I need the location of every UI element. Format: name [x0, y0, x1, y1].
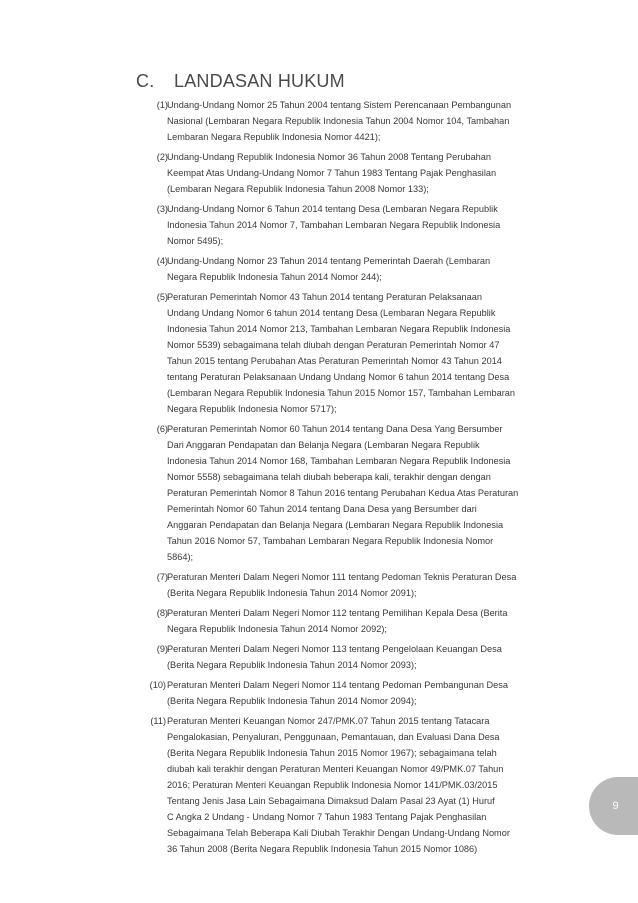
law-text	[167, 605, 557, 637]
page-number-badge	[589, 777, 638, 835]
law-text	[167, 149, 557, 197]
law-text-line: Peraturan Pemerintah Nomor 43 Tahun 2014 tentang Peraturan Pelaksanaan	[167, 292, 482, 302]
law-number: (2)	[156, 152, 168, 162]
law-text-line: (Lembaran Negara Republik Indonesia Tahun 2015 Nomor 157, Tambahan Lembaran	[167, 388, 515, 398]
law-text	[167, 641, 557, 673]
law-text-line: Peraturan Menteri Dalam Negeri Nomor 114 tentang Pedoman Pembangunan Desa	[167, 680, 508, 690]
law-number: (4)	[156, 256, 168, 266]
law-text-line: Indonesia Tahun 2014 Nomor 7, Tambahan Lembaran Negara Republik Indonesia	[167, 220, 501, 230]
law-text-line: 2016; Peraturan Menteri Keuangan Republik Indonesia Nomor 141/PMK.03/2015	[167, 780, 498, 790]
law-text-line: Undang-Undang Nomor 6 Tahun 2014 tentang Desa (Lembaran Negara Republik	[167, 204, 498, 214]
law-text-line: Dari Anggaran Pendapatan dan Belanja Negara (Lembaran Negara Republik	[167, 440, 480, 450]
law-text-line: Tentang Jenis Jasa Lain Sebagaimana Dimaksud Dalam Pasal 23 Ayat (1) Huruf	[167, 796, 495, 806]
law-text-line: Indonesia Tahun 2014 Nomor 213, Tambahan Lembaran Negara Republik Indonesia	[167, 324, 511, 334]
law-text-line: 5864);	[167, 552, 194, 562]
law-text-line: Peraturan Menteri Dalam Negeri Nomor 113 tentang Pengelolaan Keuangan Desa	[167, 644, 502, 654]
law-text-line: (Berita Negara Republik Indonesia Tahun 2014 Nomor 2091);	[167, 588, 417, 598]
law-text	[167, 201, 557, 249]
law-number: (7)	[156, 572, 168, 582]
law-text-line: Undang-Undang Nomor 23 Tahun 2014 tentang Pemerintah Daerah (Lembaran	[167, 256, 491, 266]
section-letter: C.	[136, 71, 155, 91]
section-title: LANDASAN HUKUM	[174, 71, 345, 91]
page-number: 9	[612, 800, 619, 812]
law-text-line: Nomor 5539) sebagaimana telah diubah dengan Peraturan Pemerintah Nomor 47	[167, 340, 500, 350]
law-text-line: 36 Tahun 2008 (Berita Negara Republik Indonesia Tahun 2015 Nomor 1086)	[167, 844, 478, 854]
law-text-line: Negara Republik Indonesia Tahun 2014 Nomor 2092);	[167, 624, 387, 634]
law-text-line: Peraturan Menteri Dalam Negeri Nomor 112 tentang Pemilihan Kepala Desa (Berita	[167, 608, 508, 618]
law-text-line: Keempat Atas Undang-Undang Nomor 7 Tahun 1983 Tentang Pajak Penghasilan	[167, 168, 497, 178]
law-text-line: Sebagaimana Telah Beberapa Kali Diubah Terakhir Dengan Undang-Undang Nomor	[167, 828, 510, 838]
law-text-line: Lembaran Negara Republik Indonesia Nomor 4421);	[167, 132, 381, 142]
law-text	[167, 713, 557, 857]
law-text-line: Undang Undang Nomor 6 tahun 2014 tentang Desa (Lembaran Negara Republik	[167, 308, 496, 318]
law-text-line: Tahun 2016 Nomor 57, Tambahan Lembaran Negara Republik Indonesia Nomor	[167, 536, 494, 546]
law-text-line: (Berita Negara Republik Indonesia Tahun 2015 Nomor 1967); sebagaimana telah	[167, 748, 497, 758]
law-number: (8)	[156, 608, 168, 618]
law-text-line: Nasional (Lembaran Negara Republik Indonesia Tahun 2004 Nomor 104, Tambahan	[167, 116, 510, 126]
law-text-line: Tahun 2015 tentang Perubahan Atas Peraturan Pemerintah Nomor 43 Tahun 2014	[167, 356, 502, 366]
law-text-line: C Angka 2 Undang - Undang Nomor 7 Tahun 1983 Tentang Pajak Penghasilan	[167, 812, 487, 822]
law-number: (6)	[156, 424, 168, 434]
law-text-line: Negara Republik Indonesia Tahun 2014 Nomor 244);	[167, 272, 382, 282]
law-text-line: Nomor 5495);	[167, 236, 224, 246]
law-text-line: (Berita Negara Republik Indonesia Tahun 2014 Nomor 2094);	[167, 696, 417, 706]
law-text-line: Negara Republik Indonesia Nomor 5717);	[167, 404, 337, 414]
law-text-line: Peraturan Pemerintah Nomor 8 Tahun 2016 tentang Perubahan Kedua Atas Peraturan	[167, 488, 519, 498]
law-text-line: Indonesia Tahun 2014 Nomor 168, Tambahan Lembaran Negara Republik Indonesia	[167, 456, 511, 466]
law-text-line: tentang Peraturan Pelaksanaan Undang Undang Nomor 6 tahun 2014 tentang Desa	[167, 372, 510, 382]
section-heading	[136, 71, 345, 92]
law-text-line: Pengalokasian, Penyaluran, Penggunaan, Pemantauan, dan Evaluasi Dana Desa	[167, 732, 500, 742]
law-text	[167, 569, 557, 601]
law-text	[167, 253, 557, 285]
law-text-line: Pemerintah Nomor 60 Tahun 2014 tentang Dana Desa yang Bersumber dari	[167, 504, 477, 514]
law-text-line: Undang-Undang Nomor 25 Tahun 2004 tentang Sistem Perencanaan Pembangunan	[167, 100, 512, 110]
law-text	[167, 289, 557, 417]
law-text	[167, 677, 557, 709]
law-number: (9)	[156, 644, 168, 654]
law-text-line: Undang-Undang Republik Indonesia Nomor 36 Tahun 2008 Tentang Perubahan	[167, 152, 492, 162]
law-number: (11)	[150, 716, 166, 726]
law-text-line: (Berita Negara Republik Indonesia Tahun 2014 Nomor 2093);	[167, 660, 417, 670]
law-number: (1)	[156, 100, 168, 110]
law-text-line: Peraturan Menteri Keuangan Nomor 247/PMK.07 Tahun 2015 tentang Tatacara	[167, 716, 490, 726]
law-number: (5)	[156, 292, 168, 302]
law-text	[167, 421, 557, 565]
law-text-line: Nomor 5558) sebagaimana telah diubah beberapa kali, terakhir dengan dengan	[167, 472, 491, 482]
law-text-line: diubah kali terakhir dengan Peraturan Menteri Keuangan Nomor 49/PMK.07 Tahun	[167, 764, 504, 774]
law-text-line: (Lembaran Negara Republik Indonesia Tahun 2008 Nomor 133);	[167, 184, 429, 194]
law-text-line: Peraturan Menteri Dalam Negeri Nomor 111 tentang Pedoman Teknis Peraturan Desa	[167, 572, 517, 582]
law-text-line: Anggaran Pendapatan dan Belanja Negara (Lembaran Negara Republik Indonesia	[167, 520, 504, 530]
law-text	[167, 97, 557, 145]
law-number: (3)	[156, 204, 168, 214]
law-text-line: Peraturan Pemerintah Nomor 60 Tahun 2014 tentang Dana Desa Yang Bersumber	[167, 424, 503, 434]
law-number: (10)	[149, 680, 166, 690]
